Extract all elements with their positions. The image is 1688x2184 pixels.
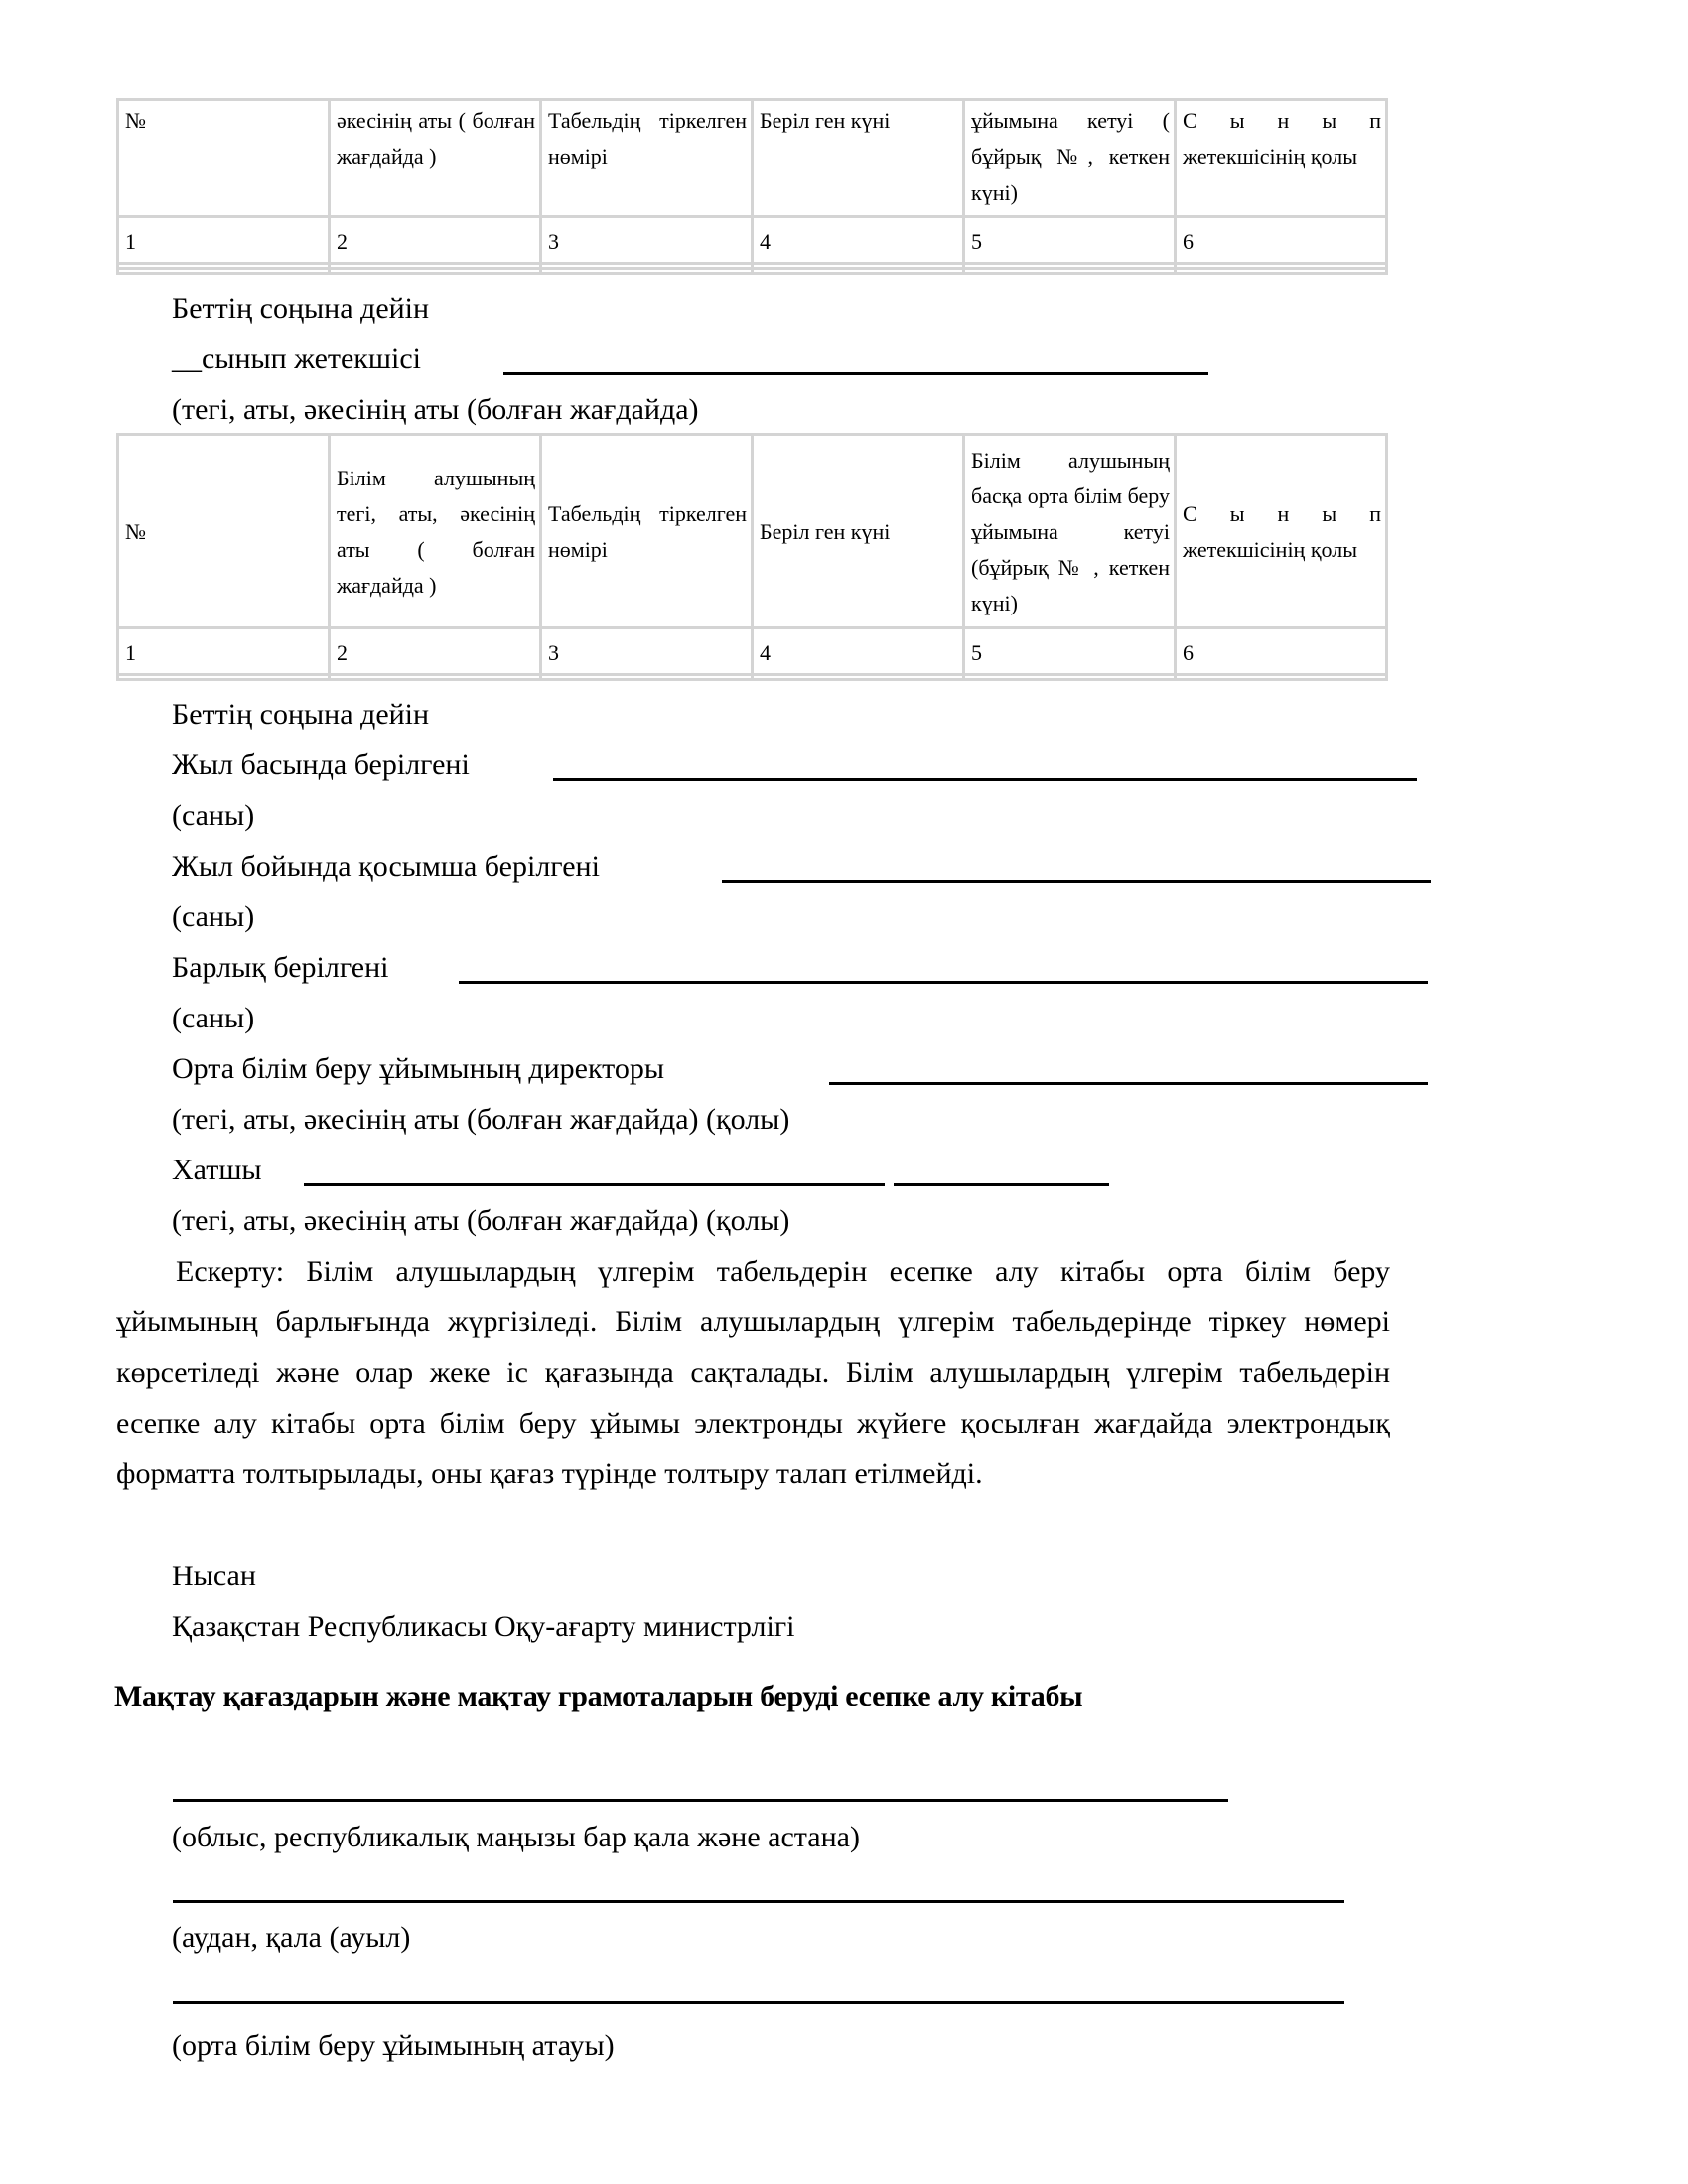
header-report-number-text: Табельдің тіркелген нөмірі <box>548 108 747 169</box>
table-number-row <box>118 628 1387 675</box>
director-hint: (тегі, аты, әкесінің аты (болған жағдайда) (қолы) <box>172 1103 790 1136</box>
issued-start-field-line[interactable] <box>553 778 1417 781</box>
header-cell-teacher-signature: С ы н ы п жетекшісінің қолы <box>1176 435 1387 628</box>
table-header-row <box>118 435 1387 628</box>
issued-during-label: Жыл бойында қосымша берілгені <box>172 850 600 883</box>
table-empty-row <box>118 675 1387 680</box>
issued-during-hint: (саны) <box>172 900 255 933</box>
secretary-name-line[interactable] <box>304 1183 885 1186</box>
issued-total-field-line[interactable] <box>459 981 1428 984</box>
number-cell: 2 <box>330 217 541 264</box>
issued-start-label: Жыл басында берілгені <box>172 749 470 781</box>
header-cell-patronymic: әкесінің аты ( болған жағдайда ) <box>330 100 541 217</box>
number-cell: 6 <box>1176 217 1387 264</box>
number-cell: 4 <box>753 628 964 675</box>
number-cell: 2 <box>330 628 541 675</box>
issued-total-hint: (саны) <box>172 1002 255 1034</box>
secretary-hint: (тегі, аты, әкесінің аты (болған жағдайда) (қолы) <box>172 1204 790 1237</box>
issued-during-field-line[interactable] <box>722 880 1431 883</box>
number-cell: 5 <box>964 628 1176 675</box>
book-title: Мақтау қағаздарын және мақтау грамоталарын беруді есепке алу кітабы <box>114 1680 1083 1712</box>
header-cell-issue-date: Берiл ген күнi <box>753 435 964 628</box>
header-cell-student-name: Білім алушының тегі, аты, әкесінің аты ( болған жағдайда ) <box>330 435 541 628</box>
issued-start-hint: (саны) <box>172 799 255 832</box>
district-hint: (аудан, қала (ауыл) <box>172 1921 411 1954</box>
header-cell-departure: Білім алушының басқа орта білім беру ұйымына кетуі (бұйрық № , кеткен күні) <box>964 435 1176 628</box>
page-end-label-2: Беттің соңына дейін <box>172 698 430 731</box>
header-cell-report-number <box>541 100 753 217</box>
number-cell: 3 <box>541 628 753 675</box>
header-cell-report-number: Табельдің тіркелген нөмірі <box>541 435 753 628</box>
form-label: Нысан <box>172 1560 256 1592</box>
issued-total-label: Барлық берілгені <box>172 951 389 984</box>
district-field-line[interactable] <box>173 1900 1344 1903</box>
header-cell-teacher-signature: С ы н ы п жетекшісінің қолы <box>1176 100 1387 217</box>
director-label: Орта білім беру ұйымының директоры <box>172 1052 665 1085</box>
number-cell: 1 <box>118 628 330 675</box>
class-teacher-signature-line[interactable] <box>503 372 1208 375</box>
school-hint: (орта білім беру ұйымының атауы) <box>172 2029 615 2062</box>
region-hint: (облыс, республикалық маңызы бар қала және астана) <box>172 1821 860 1853</box>
table-empty-row <box>118 269 1387 274</box>
header-cell-departure: ұйымына кетуі ( бұйрық №, кеткен күні) <box>964 100 1176 217</box>
class-teacher-label: __сынып жетекшісі <box>172 342 421 375</box>
page-end-label-1: Беттің соңына дейін <box>172 292 430 325</box>
number-cell: 4 <box>753 217 964 264</box>
ministry-name: Қазақстан Республикасы Оқу-ағарту министрлігі <box>172 1610 795 1643</box>
table-number-row <box>118 217 1387 264</box>
number-cell: 5 <box>964 217 1176 264</box>
header-cell-number: № <box>118 435 330 628</box>
table-report-cards-2 <box>116 433 1388 681</box>
school-field-line[interactable] <box>173 2001 1344 2004</box>
note-paragraph: Ескерту: Білім алушылардың үлгерім табельдерін есепке алу кітабы орта білім беру ұйымының барлығында жүргізіледі. Білім алушылардың үлгерім табельдерінде тіркеу нөмері көрсетіледі және олар жеке іс қағазында сақталады. Білім алушылардың үлгерім табельдерін есепке алу кітабы орта білім беру ұйымы электронды жүйеге қосылған жағдайда электрондық форматта толтырылады, оны қағаз түрінде толтыру талап етілмейді. <box>116 1255 1390 1490</box>
secretary-label: Хатшы <box>172 1154 262 1186</box>
region-field-line[interactable] <box>173 1799 1228 1802</box>
class-teacher-hint: (тегі, аты, әкесінің аты (болған жағдайда) <box>172 393 699 426</box>
number-cell: 6 <box>1176 628 1387 675</box>
header-cell-number: № <box>118 100 330 217</box>
secretary-signature-line[interactable] <box>894 1183 1109 1186</box>
number-cell: 1 <box>118 217 330 264</box>
header-cell-issue-date: Берiл ген күнi <box>753 100 964 217</box>
number-cell: 3 <box>541 217 753 264</box>
table-report-cards-1 <box>116 98 1388 275</box>
table-header-row <box>118 100 1387 217</box>
director-signature-line[interactable] <box>829 1082 1428 1085</box>
